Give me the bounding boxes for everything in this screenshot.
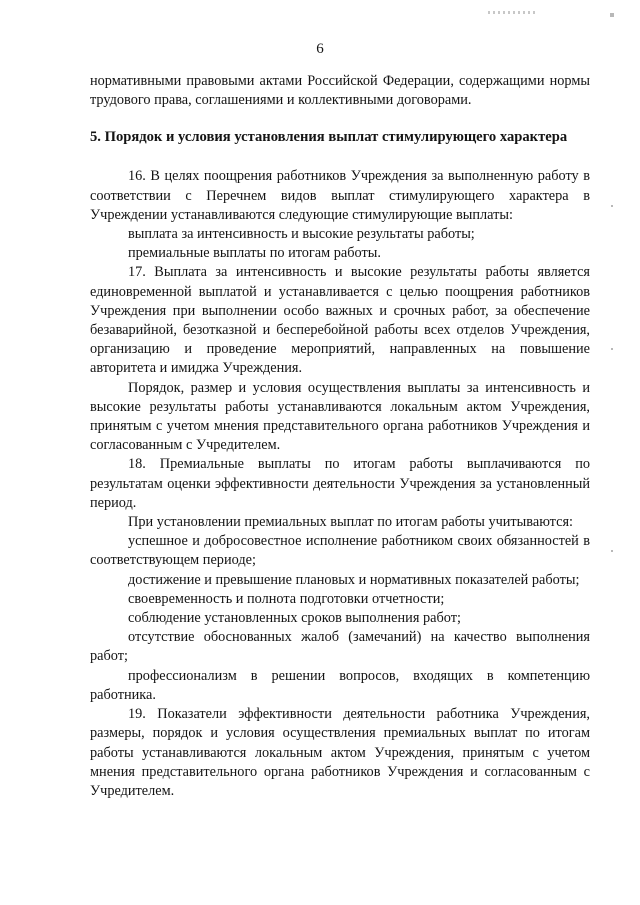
scan-artifact-dot	[611, 205, 613, 207]
document-body	[90, 72, 590, 801]
paragraph-16: 16. В целях поощрения работников Учреждения за выполненную работу в соответствии с Перечнем видов выплат стимулирующего характера в Учреждении устанавливаются следующие стимулирующие выплаты:	[90, 168, 590, 223]
paragraph-19: 19. Показатели эффективности деятельности работника Учреждения, размеры, порядок и условия осуществления премиальных выплат по итогам работы устанавливаются локальным актом Учреждения, принятым с учетом мнения представительного органа работников Учреждения и согласованным с Учредителем.	[90, 706, 590, 799]
list-item: своевременность и полнота подготовки отчетности;	[128, 590, 445, 607]
list-item: успешное и добросовестное исполнение работником своих обязанностей в соответствующем периоде;	[90, 533, 590, 569]
list-item: достижение и превышение плановых и нормативных показателей работы;	[128, 571, 580, 588]
scan-artifact-dot	[611, 348, 613, 350]
page-number: 6	[316, 41, 324, 57]
list-item: профессионализм в решении вопросов, входящих в компетенцию работника.	[90, 667, 590, 703]
paragraph-18: 18. Премиальные выплаты по итогам работы выплачиваются по результатам оценки эффективности деятельности Учреждения за установленный период.	[90, 456, 590, 511]
paragraph-17: 17. Выплата за интенсивность и высокие результаты работы является единовременной выплатой и устанавливается с целью поощрения работников Учреждения при выполнении особо важных и срочных работ, за обеспечение безаварийной, безотказной и бесперебойной работы всех отделов Учреждения, организацию и проведение мероприятий, направленных на повышение авторитета и имиджа Учреждения.	[90, 264, 590, 377]
intro-paragraph: нормативными правовыми актами Российской Федерации, содержащими нормы трудового права, соглашениями и коллективными договорами.	[90, 73, 590, 109]
paragraph-17-procedure: Порядок, размер и условия осуществления выплаты за интенсивность и высокие результаты работы устанавливаются локальным актом Учреждения, принятым с учетом мнения представительного органа работников Учреждения и согласованным с Учредителем.	[90, 379, 590, 454]
section-heading: 5. Порядок и условия установления выплат стимулирующего характера	[90, 129, 568, 146]
scan-artifact-dot	[610, 13, 614, 17]
scan-artifact-mark	[488, 11, 538, 14]
list-item: отсутствие обоснованных жалоб (замечаний) на качество выполнения работ;	[90, 629, 590, 665]
scan-artifact-dot	[611, 550, 613, 552]
list-item: премиальные выплаты по итогам работы.	[128, 245, 381, 262]
list-item: выплата за интенсивность и высокие результаты работы;	[128, 226, 475, 243]
criteria-intro: При установлении премиальных выплат по итогам работы учитываются:	[128, 514, 573, 531]
list-item: соблюдение установленных сроков выполнения работ;	[128, 610, 461, 627]
